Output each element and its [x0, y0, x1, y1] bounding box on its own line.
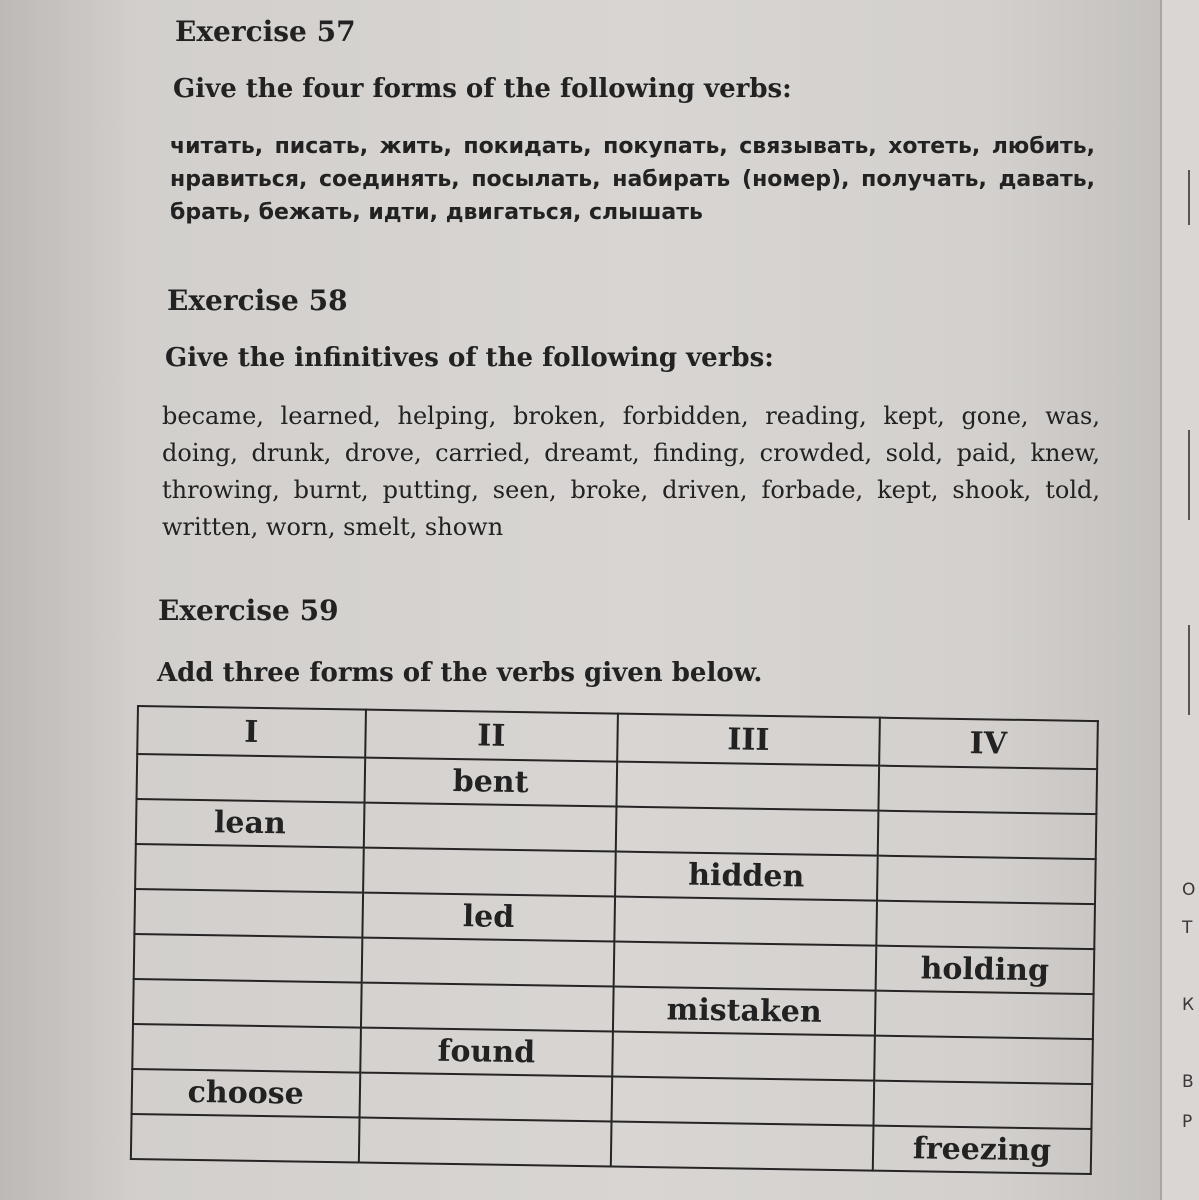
column-header-iv: IV: [879, 718, 1098, 769]
table-cell: [875, 991, 1094, 1039]
table-cell: [878, 766, 1097, 814]
adjacent-page-line: [1188, 170, 1190, 225]
table-cell: [134, 889, 362, 938]
table-cell: found: [360, 1028, 613, 1077]
table-cell: [877, 811, 1096, 859]
table-cell: [363, 803, 616, 852]
exercise-59-instruction: Add three forms of the verbs given below.: [157, 658, 763, 688]
adjacent-page-letter: О: [1182, 880, 1196, 900]
table-cell: [359, 1073, 612, 1122]
column-header-i: I: [137, 706, 365, 758]
verb-forms-table: [130, 705, 1099, 1175]
adjacent-page-letter: К: [1182, 995, 1195, 1015]
table-cell: [611, 1122, 873, 1171]
table-cell: [134, 934, 362, 983]
table-cell: [614, 897, 876, 946]
table-cell: [361, 938, 614, 987]
adjacent-page-letter: В: [1182, 1072, 1194, 1092]
table-cell: [137, 754, 365, 803]
table-cell: [873, 1081, 1092, 1129]
table-cell: [874, 1036, 1093, 1084]
table-cell: [877, 856, 1096, 904]
table-cell: [131, 1114, 359, 1163]
table-cell: [612, 1077, 874, 1126]
adjacent-page-edge: [1160, 0, 1199, 1200]
exercise-58-verb-list: became, learned, helping, broken, forbidden, reading, kept, gone, was, doing, drunk, drove, carried, dreamt, finding, crowded, sold, paid, knew, throwing, burnt, putting, seen, broke, driven, forbade, kept, shook, told, written, worn, smelt, shown: [162, 402, 1100, 541]
column-header-ii: II: [365, 710, 618, 762]
exercise-59-heading: Exercise 59: [158, 594, 339, 627]
exercise-57-instruction: Give the four forms of the following verbs:: [173, 74, 792, 104]
table-cell: [358, 1118, 611, 1167]
table-cell: choose: [132, 1069, 360, 1118]
table-cell: lean: [136, 799, 364, 848]
exercise-57-verb-list: читать, писать, жить, покидать, покупать, связывать, хотеть, любить, нравиться, соединять, посылать, набирать (номер), получать, давать, брать, бежать, идти, двигаться, слышать: [170, 134, 1095, 225]
table-cell: [617, 762, 879, 811]
table-cell: [135, 844, 363, 893]
table-cell: [614, 942, 876, 991]
table-cell: hidden: [615, 852, 877, 901]
table-cell: bent: [364, 758, 617, 807]
column-header-iii: III: [617, 714, 879, 766]
adjacent-page-line: [1188, 430, 1190, 520]
table-cell: mistaken: [613, 987, 875, 1036]
exercise-58-heading: Exercise 58: [167, 284, 348, 317]
table-cell: [360, 983, 613, 1032]
table-cell: [876, 901, 1095, 949]
table-cell: [133, 979, 361, 1028]
adjacent-page-line: [1188, 625, 1190, 715]
exercise-57-heading: Exercise 57: [175, 15, 356, 48]
adjacent-page-letter: Т: [1182, 918, 1193, 938]
table-cell: [363, 848, 616, 897]
exercise-58-instruction: Give the infinitives of the following verbs:: [165, 343, 774, 373]
table-cell: [132, 1024, 360, 1073]
table-cell: [616, 807, 878, 856]
table-cell: led: [362, 893, 615, 942]
table-cell: [612, 1032, 874, 1081]
table-cell: freezing: [873, 1126, 1092, 1174]
adjacent-page-letter: Р: [1182, 1112, 1193, 1132]
table-cell: holding: [875, 946, 1094, 994]
